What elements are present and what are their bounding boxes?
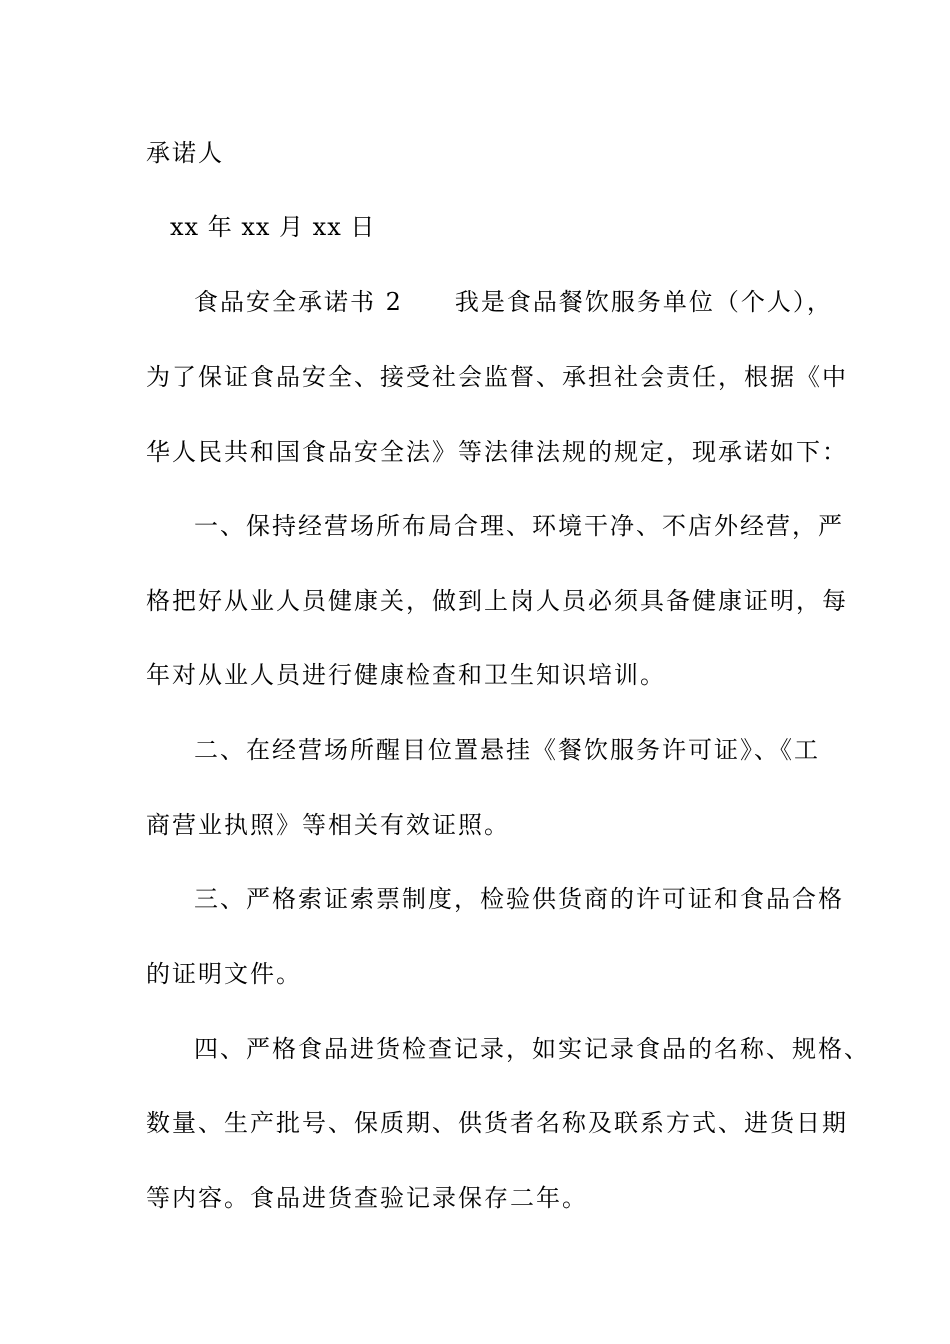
paragraph-line: 四、严格食品进货检查记录，如实记录食品的名称、规格、: [194, 1035, 870, 1063]
paragraph-line: 数量、生产批号、保质期、供货者名称及联系方式、进货日期: [146, 1109, 848, 1137]
document-heading: 食品安全承诺书 2: [194, 288, 403, 316]
date-line: xx 年 xx 月 xx 日: [170, 213, 376, 241]
paragraph-line: 二、在经营场所醒目位置悬挂《餐饮服务许可证》、《工: [194, 736, 820, 764]
paragraph-line: 为了保证食品安全、接受社会监督、承担社会责任，根据《中: [146, 363, 848, 391]
paragraph-line: 华人民共和国食品安全法》等法律法规的规定，现承诺如下：: [146, 438, 848, 466]
paragraph-line: 等内容。食品进货查验记录保存二年。: [146, 1184, 588, 1212]
paragraph-line: 商营业执照》等相关有效证照。: [146, 811, 510, 839]
paragraph-line: 一、保持经营场所布局合理、环境干净、不店外经营，严: [194, 512, 844, 540]
signatory-label: 承诺人: [146, 139, 224, 167]
paragraph-line: 格把好从业人员健康关，做到上岗人员必须具备健康证明，每: [146, 587, 848, 615]
heading-line: [194, 287, 833, 317]
paragraph-line: 年对从业人员进行健康检查和卫生知识培训。: [146, 661, 666, 689]
intro-start: 我是食品餐饮服务单位（个人），: [454, 288, 833, 316]
paragraph-line: 的证明文件。: [146, 960, 302, 988]
paragraph-line: 三、严格索证索票制度，检验供货商的许可证和食品合格: [194, 885, 844, 913]
